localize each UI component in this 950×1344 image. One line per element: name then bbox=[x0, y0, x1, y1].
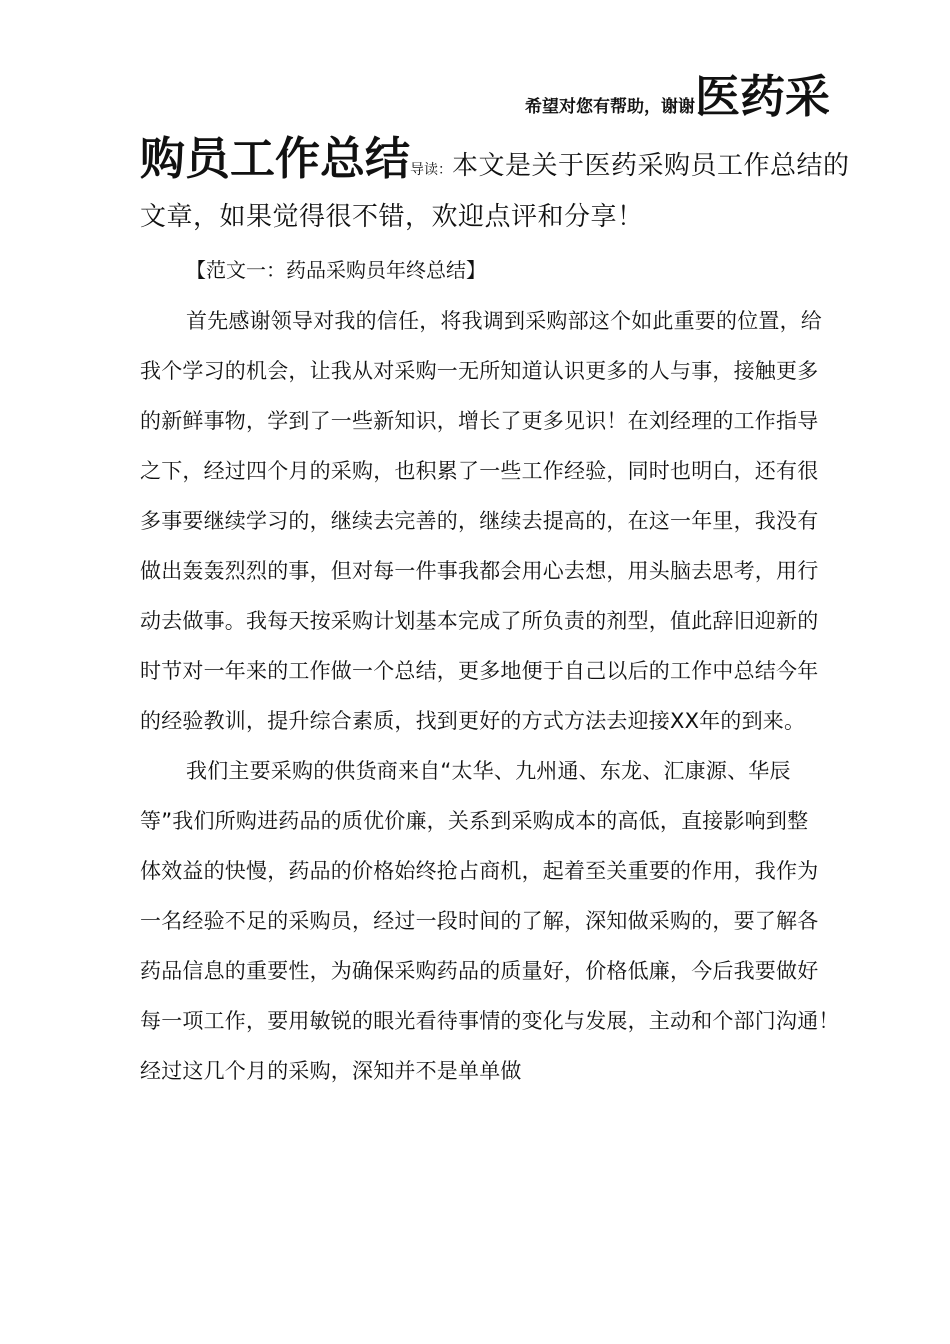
paragraph-line: 等”我们所购进药品的质优价廉，关系到采购成本的高低，直接影响到整 bbox=[140, 809, 809, 833]
paragraph-line: 我们主要采购的供货商来自“太华、九州通、东龙、汇康源、华辰 bbox=[186, 759, 791, 783]
section-heading: 【范文一：药品采购员年终总结】 bbox=[186, 258, 486, 282]
paragraph-line: 药品信息的重要性，为确保采购药品的质量好，价格低廉，今后我要做好 bbox=[140, 959, 819, 983]
paragraph-line: 多事要继续学习的，继续去完善的，继续去提高的，在这一年里，我没有 bbox=[140, 509, 819, 533]
paragraph-line: 每一项工作，要用敏锐的眼光看待事情的变化与发展，主动和个部门沟通！ bbox=[140, 1009, 840, 1033]
title-lead-line bbox=[140, 122, 850, 187]
paragraph-line: 的经验教训，提升综合素质，找到更好的方式方法去迎接XX年的到来。 bbox=[140, 709, 806, 733]
paragraph-line: 体效益的快慢，药品的价格始终抢占商机，起着至关重要的作用，我作为 bbox=[140, 859, 819, 883]
paragraph-line: 我个学习的机会，让我从对采购一无所知道认识更多的人与事，接触更多 bbox=[140, 359, 819, 383]
paragraph-line: 之下，经过四个月的采购，也积累了一些工作经验，同时也明白，还有很 bbox=[140, 459, 819, 483]
paragraph-line: 一名经验不足的采购员，经过一段时间的了解，深知做采购的，要了解各 bbox=[140, 909, 819, 933]
thanks-text: 希望对您有帮助，谢谢 bbox=[524, 97, 695, 117]
paragraph-line: 的新鲜事物，学到了一些新知识，增长了更多见识！在刘经理的工作指导 bbox=[140, 409, 819, 433]
document-title-part1: 医药采 bbox=[694, 70, 830, 123]
lead-text-line1: 本文是关于医药采购员工作总结的 bbox=[452, 151, 850, 181]
title-line bbox=[140, 60, 830, 125]
paragraph-line: 经过这几个月的采购，深知并不是单单做 bbox=[140, 1059, 522, 1083]
paragraph-line: 动去做事。我每天按采购计划基本完成了所负责的剂型，值此辞旧迎新的 bbox=[140, 609, 819, 633]
paragraph-line: 首先感谢领导对我的信任，将我调到采购部这个如此重要的位置，给 bbox=[186, 309, 822, 333]
lead-text-line2: 文章，如果觉得很不错，欢迎点评和分享！ bbox=[140, 202, 644, 232]
document-title-part2: 购员工作总结 bbox=[140, 132, 411, 185]
lead-label: 导读： bbox=[410, 162, 453, 178]
paragraph-line: 时节对一年来的工作做一个总结，更多地便于自己以后的工作中总结今年 bbox=[140, 659, 819, 683]
paragraph-line: 做出轰轰烈烈的事，但对每一件事我都会用心去想，用头脑去思考，用行 bbox=[140, 559, 819, 583]
